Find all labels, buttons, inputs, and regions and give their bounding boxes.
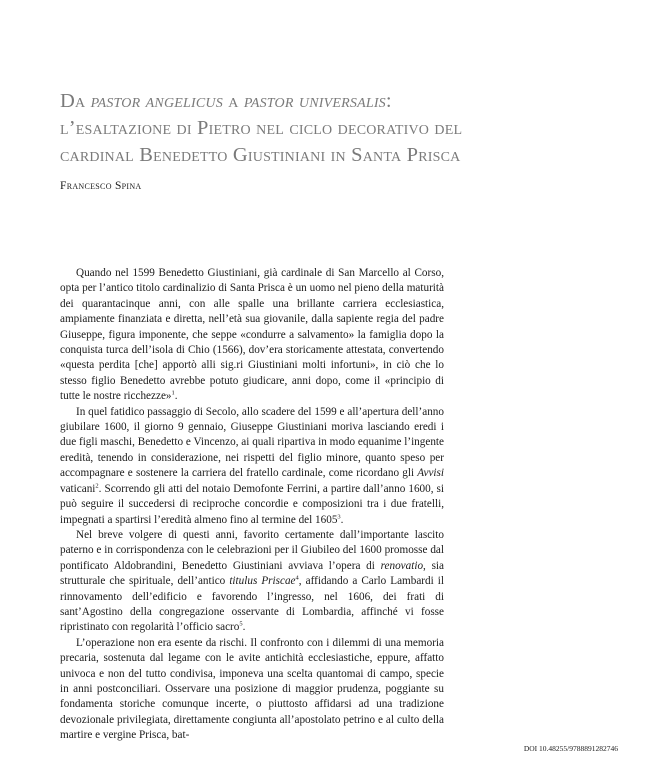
paragraph-text: vaticani bbox=[60, 482, 96, 495]
footnote-ref[interactable]: 5 bbox=[239, 620, 243, 628]
footnote-ref[interactable]: 3 bbox=[337, 512, 341, 520]
paragraph-1 bbox=[60, 266, 444, 405]
footnote-ref[interactable]: 2 bbox=[95, 481, 99, 489]
paragraph-text: In quel fatidico passaggio di Secolo, allo scadere del 1599 e all’apertura dell’anno giubilare 1600, il giorno 9 gennaio, Giuseppe Giustiniani moriva lasciando eredi i due figli maschi, Benedetto e Vincenzo, ai quali ripartiva in modo equanime l’ingente eredità, tenendo in considerazione, nei rispetti del figlio minore, quanto speso per accompagnare e sostenere la carriera del fratello cardinale, come ricordano gli bbox=[60, 405, 444, 480]
paragraph-text: Quando nel 1599 Benedetto Giustiniani, già cardinale di San Marcello al Corso, opta per l’antico titolo cardinalizio di Santa Prisca è un uomo nel pieno della maturità dei quarantacinque anni, con alle spalle una brillante carriera ecclesiastica, ampiamente finanziata e diretta, nell’età sua giovanile, dalla sapiente regia del padre Giuseppe, figura imponente, che seppe «condurre a salvamento» la famiglia dopo la conquista turca dell’isola di Chio (1566), dov’era storicamente attestata, convertendo «questa perdita [che] apportò alli sig.ri Giustiniani molti infortuni», in ciò che lo stesso figlio Benedetto avrebbe potuto giudicare, anni dopo, come il «principio di tutte le nostre ricchezze» bbox=[60, 267, 444, 403]
article-title bbox=[60, 88, 620, 169]
italic-text: titulus Priscae bbox=[229, 575, 296, 588]
paragraph-text: , sia strutturale che spirituale, dell’antico bbox=[60, 559, 444, 588]
author-name: Francesco Spina bbox=[60, 180, 142, 192]
title-line-1 bbox=[60, 88, 620, 115]
title-text: : bbox=[385, 90, 392, 112]
paragraph-text: . bbox=[340, 513, 344, 526]
doi-identifier: DOI 10.48255/9788891282746 bbox=[523, 744, 618, 753]
title-text: a bbox=[222, 90, 244, 112]
paragraph-text: . Scorrendo gli atti del notaio Demofonte Ferrini, a partire dall’anno 1600, si può seguire il succedersi di reciproche concordie e composizioni tra i due fratelli, impegnati a spartirsi l’eredità almeno fino al termine del 1605 bbox=[60, 482, 444, 526]
italic-text: renovatio bbox=[380, 559, 424, 572]
paragraph-2 bbox=[60, 405, 444, 528]
title-italic: pastor angelicus bbox=[90, 90, 223, 112]
paragraph-text: , affidando a Carlo Lambardi il rinnovamento dell’edificio e favorendo l’ingresso, nel 1606, dei frati di sant’Agostino della congregazione osservante di Lombardia, affinché vi fosse ripristinato con regolarità l’officio sacro bbox=[60, 575, 444, 634]
paragraph-text: Nel breve volgere di questi anni, favorito certamente dall’importante lascito paterno e in corrispondenza con le celebrazioni per il Giubileo del 1600 promosse dal pontificato Aldobrandini, Benedetto Giustiniani avviava l’opera di bbox=[60, 528, 444, 572]
title-line-3: cardinal Benedetto Giustiniani in Santa Prisca bbox=[60, 144, 461, 166]
article-body bbox=[60, 266, 444, 744]
title-italic: pastor universalis bbox=[243, 90, 386, 112]
paragraph-text: . bbox=[242, 621, 246, 634]
paragraph-4: L’operazione non era esente da rischi. Il confronto con i dilemmi di una memoria precaria, sostenuta dal legame con le avite antichità ecclesiastiche, eppure, affatto univoca e non del tutto condivisa, imponeva una scelta quantomai di campo, specie in anni postconciliari. Osservare una posizione di maggior prudenza, poggiante su fondamenta storiche comunque incerte, o piuttosto affidarsi ad una tradizione devozionale privilegiata, direttamente congiunta all’apostolato petrino e al culto della martire e vergine Prisca, bat- bbox=[60, 636, 444, 742]
footnote-ref[interactable]: 1 bbox=[171, 389, 175, 397]
paragraph-3 bbox=[60, 528, 444, 636]
italic-text: Avvisi bbox=[417, 467, 444, 480]
title-line-2: l’esaltazione di Pietro nel ciclo decorativo del bbox=[60, 117, 463, 139]
footnote-ref[interactable]: 4 bbox=[295, 574, 299, 582]
paragraph-text: . bbox=[174, 390, 178, 403]
title-text: Da bbox=[60, 90, 91, 112]
